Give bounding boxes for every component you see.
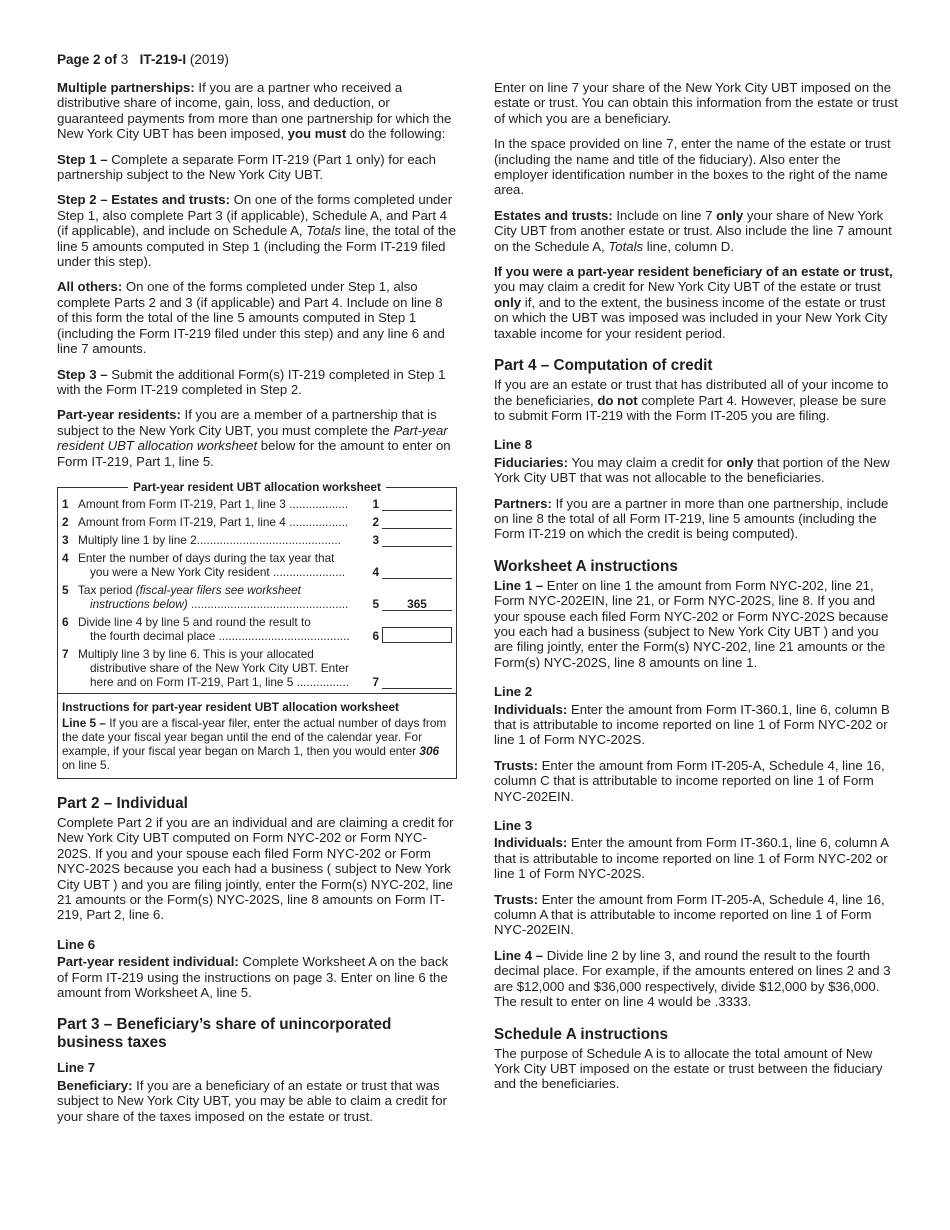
text-span: below for the amount to enter on Form IT-219, Part 1, line 5. — [57, 438, 451, 469]
emphasis: 306 — [419, 743, 440, 758]
all-others-paragraph — [57, 279, 457, 356]
step3-heading: Step 3 – — [57, 366, 108, 382]
emphasis: If you were a part-year resident beneficiary of an estate or trust, — [494, 264, 893, 280]
worksheet-row-3 — [62, 533, 452, 547]
line4-paragraph — [494, 948, 898, 1010]
fiduciaries-paragraph — [494, 455, 898, 486]
text-span: complete Part 4. However, please be sure to submit Form IT-219 with the Form IT-205 you are filing. — [494, 392, 887, 423]
worksheet-instructions-text — [62, 716, 452, 772]
row-label-line: here and on Form IT-219, Part 1, line 5 ................ — [90, 674, 349, 689]
worksheet-instructions-title: Instructions for part-year resident UBT allocation worksheet — [62, 699, 399, 714]
text-span: Enter the amount from Form IT-205-A, Schedule 4, line 16, column A that is attributable to income reported on line 1 of Form NYC-202EIN. — [494, 891, 885, 938]
text-span: ................................................ — [187, 596, 349, 611]
schedule-a-heading: Schedule A instructions — [494, 1025, 668, 1043]
text-span: on line 5. — [62, 757, 110, 772]
part2-heading: Part 2 – Individual — [57, 794, 188, 812]
emphasis: Line 1 – — [494, 577, 544, 593]
row-label: Amount from Form IT-219, Part 1, line 4 .................. — [78, 514, 349, 529]
emphasis: Partners: — [494, 495, 552, 511]
row-label-line: Enter the number of days during the tax year that — [78, 550, 335, 565]
step1-paragraph — [57, 152, 457, 183]
text-span: Complete Worksheet A on the back of Form IT-219 using the instructions on page 3. Enter on line 6 the amount from Worksheet A, line 5. — [57, 954, 449, 1000]
text-span: If you are an estate or trust that has distributed all of your income to the beneficiaries, — [494, 377, 889, 408]
line6-paragraph — [57, 954, 457, 1000]
part2-paragraph: Complete Part 2 if you are an individual and are claiming a credit for New York City UBT computed on Form NYC-202 or Form NYC-202S. If you and your spouse each filed Form NYC-202 or Form NYC-202S because you each had a business ( subject to New York City UBT ) and you are filing jointly, enter the Form(s) NYC-202, line 21 amounts or the Form(s) NYC-202S, line 8 amounts on Form IT-219, Part 2, line 6. — [57, 814, 454, 923]
line-1-field[interactable] — [382, 497, 452, 511]
emphasis: Beneficiary: — [57, 1077, 133, 1093]
line-2-field[interactable] — [382, 515, 452, 529]
text-span: you may claim a credit for New York City UBT of the estate or trust — [494, 279, 881, 295]
step3-paragraph — [57, 367, 457, 398]
text-span: Include on line 7 — [612, 207, 717, 223]
line-number: 3 — [372, 532, 379, 547]
step2-paragraph — [57, 192, 457, 269]
form-number: IT-219-I — [139, 52, 187, 67]
line2-heading: Line 2 — [494, 684, 533, 700]
part-year-heading: Part-year residents: — [57, 407, 181, 423]
emphasis: Line 4 – — [494, 947, 544, 963]
part4-paragraph — [494, 377, 898, 423]
text-span: Submit the additional Form(s) IT-219 completed in Step 1 with the Form IT-219 completed in Step 2. — [57, 366, 446, 397]
step1-heading: Step 1 – — [57, 151, 108, 167]
line2-individuals-paragraph — [494, 702, 898, 748]
tax-year: (2019) — [189, 52, 229, 67]
text-span: On one of the forms completed under Step 1, also complete Part 3 (if applicable), Schedule A, and Part 4 (if applicable), and include on Schedule A, — [57, 192, 453, 239]
text-span: You may claim a credit for — [568, 454, 727, 470]
text-span: If you are a beneficiary of an estate or trust that was subject to New York City UBT, you may be able to claim a credit for your share of the taxes imposed on the estate or trust. — [57, 1077, 447, 1124]
worksheet-row-1 — [62, 497, 452, 511]
left-column — [57, 80, 457, 1134]
text-span: Enter on line 1 the amount from Form NYC-202, line 21, Form NYC-202EIN, line 21, or Form NYC-202S, line 8. If you and your spouse each filed Form NYC-202 or Form NYC-202S because you each had a business (subject to New York City UBT ) and you are filing jointly, enter the Form(s) NYC-202, line 21 amounts or the Form(s) NYC-202S, line 8 amounts on line 1. — [494, 577, 889, 670]
row-label-line: Divide line 4 by line 5 and round the result to — [78, 614, 311, 629]
row-number: 5 — [62, 582, 69, 597]
emphasis: Totals — [608, 238, 644, 254]
emphasis: Totals — [306, 223, 341, 239]
emphasis: Trusts: — [494, 757, 538, 773]
text-span: Complete a separate Form IT-219 (Part 1 only) for each partnership subject to the New York City UBT. — [57, 151, 436, 183]
row-label-line: you were a New York City resident ...................... — [90, 564, 346, 579]
worksheet-row-7 — [62, 647, 452, 689]
line-number: 6 — [372, 628, 379, 643]
row-number: 7 — [62, 646, 69, 661]
line7-share-paragraph: Enter on line 7 your share of the New York City UBT imposed on the estate or trust. You can obtain this information from the estate or trust of which you are a beneficiary. — [494, 80, 898, 126]
line3-individuals-paragraph — [494, 835, 898, 881]
right-column — [494, 80, 898, 1102]
row-label: Multiply line 1 by line 2............................................ — [78, 532, 341, 547]
worksheet-row-4 — [62, 551, 452, 579]
row-number: 2 — [62, 514, 69, 529]
worksheet-a-line1-paragraph — [494, 578, 898, 670]
text-span: Enter the amount from Form IT-205-A, Schedule 4, line 16, column C that is attributable to income reported on line 1 of Form NYC-202EIN. — [494, 757, 885, 804]
line-3-field[interactable] — [382, 533, 452, 547]
text-span: that portion of the New York City UBT that was not allocable to the beneficiaries. — [494, 454, 890, 486]
text-span: do the following: — [346, 126, 446, 142]
text-span: Divide line 2 by line 3, and round the result to the fourth decimal place. For example, if the amounts entered on lines 2 and 3 are $12,000 and $36,000 respectively, divide $12,000 by $36,000. The result to enter on line 4 would be .3333. — [494, 947, 891, 1010]
estates-trusts-paragraph — [494, 208, 898, 254]
line-number: 2 — [372, 514, 379, 529]
line-number: 1 — [372, 496, 379, 511]
row-label-line: Multiply line 3 by line 6. This is your allocated — [78, 646, 314, 661]
text-span: Enter the amount from Form IT-360.1, line 6, column A that is attributable to income reported on line 1 of Form NYC-202 or line 1 of Form NYC-202S. — [494, 835, 889, 882]
all-others-heading: All others: — [57, 279, 123, 295]
text-span: if, and to the extent, the business income of the estate or trust on which the UBT was imposed was included in your New York City taxable income for your resident period. — [494, 294, 888, 341]
row-number: 6 — [62, 614, 69, 629]
emphasis: (fiscal-year filers see worksheet — [135, 582, 301, 597]
text-span: line, the total of the line 5 amounts computed in Step 1 (including the Form IT-219 filed under this step). — [57, 223, 457, 270]
text-span: If you are a fiscal-year filer, enter the actual number of days from the date your fiscal year began until the end of the calendar year. For example, if your fiscal year began on March 1, then you would enter — [62, 715, 447, 758]
line7-heading: Line 7 — [57, 1060, 96, 1076]
worksheet-title — [58, 480, 456, 494]
emphasis: Trusts: — [494, 891, 538, 907]
row-label: Amount from Form IT-219, Part 1, line 3 .................. — [78, 496, 349, 511]
page-label: Page 2 of — [57, 52, 121, 67]
worksheet-a-heading: Worksheet A instructions — [494, 557, 678, 575]
line-4-field[interactable] — [382, 565, 452, 579]
emphasis: you must — [287, 126, 347, 142]
line3-trusts-paragraph — [494, 892, 898, 938]
part-year-residents-paragraph — [57, 407, 457, 469]
line3-heading: Line 3 — [494, 818, 533, 834]
emphasis: Fiduciaries: — [494, 454, 569, 470]
line-7-field[interactable] — [382, 675, 452, 689]
text-span: Enter the amount from Form IT-360.1, line 6, column B that is attributable to income reported on line 1 of Form NYC-202 or line 1 of Form NYC-202S. — [494, 701, 890, 748]
part4-heading: Part 4 – Computation of credit — [494, 357, 713, 375]
text-span: If you are a member of a partnership that is subject to the New York City UBT, you must complete the — [57, 407, 437, 438]
line-5-field[interactable]: 365 — [382, 597, 452, 611]
emphasis: do not — [597, 392, 638, 408]
part3-heading: Part 3 – Beneficiary’s share of unincorporated business taxes — [57, 1016, 392, 1052]
worksheet-row-6 — [62, 615, 452, 643]
emphasis: Individuals: — [494, 701, 568, 717]
row-label — [78, 583, 367, 611]
row-label — [78, 551, 367, 579]
line-number: 7 — [372, 674, 379, 689]
partners-paragraph — [494, 496, 898, 542]
text-span: On one of the forms completed under Step 1, also complete Parts 2 and 3 (if applicable) and Part 4. Include on line 8 of this form the total of the line 5 amounts computed in Step 1 (including the Form IT-219 filed under this step) and any line 6 and line 7 amounts. — [57, 279, 445, 357]
row-number: 1 — [62, 496, 69, 511]
emphasis: only — [726, 454, 754, 470]
worksheet-title-text: Part-year resident UBT allocation worksheet — [128, 480, 386, 494]
emphasis: Individuals: — [494, 835, 568, 851]
multiple-partnerships-paragraph — [57, 80, 457, 142]
emphasis: only — [494, 294, 522, 310]
emphasis: Line 5 – — [62, 715, 106, 730]
emphasis: only — [716, 207, 744, 223]
row-label-line: the fourth decimal place ........................................ — [90, 628, 350, 643]
schedule-a-paragraph: The purpose of Schedule A is to allocate the total amount of New York City UBT imposed on the estate or trust between the fiduciary and the beneficiaries. — [494, 1045, 883, 1092]
row-number: 4 — [62, 550, 69, 565]
row-label-line — [78, 583, 367, 597]
emphasis: Estates and trusts: — [494, 207, 613, 223]
multiple-partnerships-heading: Multiple partnerships: — [57, 80, 195, 95]
step2-heading: Step 2 – Estates and trusts: — [57, 192, 230, 208]
line6-heading: Line 6 — [57, 936, 96, 952]
line-number: 4 — [372, 564, 379, 579]
line-6-field[interactable] — [382, 627, 452, 643]
page-total: 3 — [120, 52, 129, 67]
row-label — [78, 615, 367, 643]
line8-heading: Line 8 — [494, 437, 533, 453]
text-span: line, column D. — [643, 238, 734, 254]
worksheet-row-5 — [62, 583, 452, 611]
emphasis: Part-year resident UBT allocation worksheet — [57, 422, 448, 454]
row-label-line — [78, 597, 367, 611]
row-label — [78, 647, 367, 689]
text-span: If you are a partner in more than one partnership, include on line 8 the total of all Form IT-219, line 5 amounts (including the Form IT-219 on which the credit is being computed). — [494, 495, 889, 542]
worksheet-row-2 — [62, 515, 452, 529]
divider — [58, 693, 456, 694]
allocation-worksheet — [57, 479, 457, 779]
row-label-line: distributive share of the New York City UBT. Enter — [90, 660, 349, 675]
line-number: 5 — [372, 596, 379, 611]
row-number: 3 — [62, 532, 69, 547]
text-span: If you are a partner who received a distributive share of income, gain, loss, and deduction, or guaranteed payments from more than one partnership for which the New York City UBT has been imposed, — [57, 80, 452, 142]
text-span: Tax period — [78, 582, 136, 597]
emphasis: instructions below) — [90, 596, 188, 611]
part-year-beneficiary-paragraph — [494, 264, 898, 341]
emphasis: Part-year resident individual: — [57, 954, 239, 970]
line7-name-paragraph: In the space provided on line 7, enter the name of the estate or trust (including the name and title of the fiduciary). Also enter the employer identification number in the boxes to the right of the name area. — [494, 136, 891, 198]
line2-trusts-paragraph — [494, 758, 898, 804]
text-span: your share of New York City UBT from another estate or trust. Also include the line 7 amount on the Schedule A, — [494, 207, 892, 254]
line7-paragraph — [57, 1078, 457, 1124]
page-header — [57, 52, 229, 67]
